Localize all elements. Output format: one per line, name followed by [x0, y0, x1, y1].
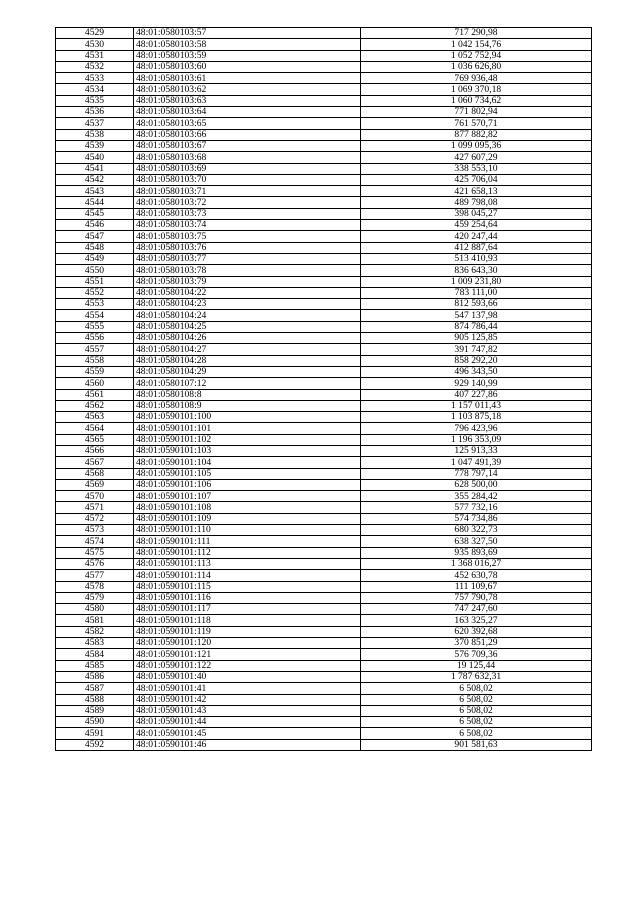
cadastral-number-cell: 48:01:0590101:46: [134, 739, 361, 750]
table-row: [56, 660, 592, 671]
cadastral-value-cell: 338 553,10: [361, 163, 592, 174]
cadastral-value-table: [55, 27, 592, 751]
cadastral-number-cell: 48:01:0580108:8: [134, 389, 361, 400]
cadastral-value-cell: 111 109,67: [361, 581, 592, 592]
cadastral-value-cell: 901 581,63: [361, 739, 592, 750]
cadastral-value-cell: 576 709,36: [361, 649, 592, 660]
cadastral-number-cell: 48:01:0580104:24: [134, 310, 361, 321]
table-row: [56, 265, 592, 276]
cadastral-value-cell: 6 508,02: [361, 694, 592, 705]
cadastral-value-cell: 1 052 752,94: [361, 50, 592, 61]
row-number-cell: 4543: [56, 186, 134, 197]
row-number-cell: 4529: [56, 28, 134, 39]
cadastral-number-cell: 48:01:0580108:9: [134, 400, 361, 411]
cadastral-value-cell: 420 247,44: [361, 231, 592, 242]
cadastral-value-cell: 1 009 231,80: [361, 276, 592, 287]
cadastral-value-cell: 877 882,82: [361, 129, 592, 140]
table-row: [56, 208, 592, 219]
cadastral-value-cell: 425 706,04: [361, 174, 592, 185]
table-row: [56, 683, 592, 694]
cadastral-number-cell: 48:01:0580103:63: [134, 95, 361, 106]
cadastral-value-cell: 1 069 370,18: [361, 84, 592, 95]
table-row: [56, 276, 592, 287]
cadastral-value-cell: 747 247,60: [361, 604, 592, 615]
table-row: [56, 355, 592, 366]
row-number-cell: 4567: [56, 457, 134, 468]
table-row: [56, 299, 592, 310]
row-number-cell: 4577: [56, 570, 134, 581]
row-number-cell: 4541: [56, 163, 134, 174]
row-number-cell: 4557: [56, 344, 134, 355]
row-number-cell: 4538: [56, 129, 134, 140]
cadastral-number-cell: 48:01:0580103:62: [134, 84, 361, 95]
cadastral-value-cell: 1 099 095,36: [361, 140, 592, 151]
table-row: [56, 491, 592, 502]
cadastral-value-cell: 638 327,50: [361, 536, 592, 547]
row-number-cell: 4580: [56, 604, 134, 615]
cadastral-number-cell: 48:01:0580103:77: [134, 253, 361, 264]
row-number-cell: 4559: [56, 366, 134, 377]
cadastral-number-cell: 48:01:0580103:57: [134, 28, 361, 39]
cadastral-number-cell: 48:01:0590101:44: [134, 717, 361, 728]
cadastral-number-cell: 48:01:0580103:72: [134, 197, 361, 208]
row-number-cell: 4585: [56, 660, 134, 671]
cadastral-number-cell: 48:01:0590101:42: [134, 694, 361, 705]
row-number-cell: 4553: [56, 299, 134, 310]
table-row: [56, 536, 592, 547]
cadastral-value-cell: 496 343,50: [361, 366, 592, 377]
cadastral-value-cell: 1 157 011,43: [361, 400, 592, 411]
table-row: [56, 231, 592, 242]
cadastral-number-cell: 48:01:0590101:103: [134, 445, 361, 456]
table-row: [56, 525, 592, 536]
cadastral-number-cell: 48:01:0590101:118: [134, 615, 361, 626]
cadastral-value-cell: 489 798,08: [361, 197, 592, 208]
cadastral-value-cell: 574 734,86: [361, 513, 592, 524]
cadastral-value-cell: 1 103 875,18: [361, 412, 592, 423]
cadastral-value-cell: 547 137,98: [361, 310, 592, 321]
row-number-cell: 4583: [56, 638, 134, 649]
table-row: [56, 604, 592, 615]
cadastral-number-cell: 48:01:0590101:102: [134, 434, 361, 445]
table-body: [56, 28, 592, 751]
cadastral-value-cell: 858 292,20: [361, 355, 592, 366]
cadastral-value-cell: 1 368 016,27: [361, 558, 592, 569]
table-row: [56, 547, 592, 558]
cadastral-value-cell: 680 322,73: [361, 525, 592, 536]
cadastral-value-cell: 513 410,93: [361, 253, 592, 264]
cadastral-number-cell: 48:01:0590101:104: [134, 457, 361, 468]
row-number-cell: 4571: [56, 502, 134, 513]
table-row: [56, 400, 592, 411]
cadastral-value-cell: 1 047 491,39: [361, 457, 592, 468]
row-number-cell: 4584: [56, 649, 134, 660]
row-number-cell: 4550: [56, 265, 134, 276]
cadastral-value-cell: 398 045,27: [361, 208, 592, 219]
row-number-cell: 4562: [56, 400, 134, 411]
cadastral-value-cell: 783 111,00: [361, 287, 592, 298]
table-row: [56, 434, 592, 445]
row-number-cell: 4579: [56, 592, 134, 603]
table-row: [56, 638, 592, 649]
row-number-cell: 4545: [56, 208, 134, 219]
cadastral-number-cell: 48:01:0590101:121: [134, 649, 361, 660]
row-number-cell: 4551: [56, 276, 134, 287]
cadastral-number-cell: 48:01:0590101:110: [134, 525, 361, 536]
table-row: [56, 694, 592, 705]
table-row: [56, 333, 592, 344]
cadastral-number-cell: 48:01:0580103:58: [134, 39, 361, 50]
row-number-cell: 4560: [56, 378, 134, 389]
row-number-cell: 4581: [56, 615, 134, 626]
row-number-cell: 4552: [56, 287, 134, 298]
row-number-cell: 4542: [56, 174, 134, 185]
table-row: [56, 39, 592, 50]
cadastral-number-cell: 48:01:0580107:12: [134, 378, 361, 389]
row-number-cell: 4532: [56, 61, 134, 72]
table-row: [56, 344, 592, 355]
row-number-cell: 4533: [56, 73, 134, 84]
table-row: [56, 140, 592, 151]
cadastral-number-cell: 48:01:0590101:100: [134, 412, 361, 423]
cadastral-value-cell: 1 036 626,80: [361, 61, 592, 72]
cadastral-number-cell: 48:01:0580104:23: [134, 299, 361, 310]
cadastral-value-cell: 929 140,99: [361, 378, 592, 389]
table-row: [56, 84, 592, 95]
cadastral-number-cell: 48:01:0580103:68: [134, 152, 361, 163]
table-row: [56, 378, 592, 389]
table-row: [56, 728, 592, 739]
cadastral-number-cell: 48:01:0580103:74: [134, 220, 361, 231]
table-row: [56, 479, 592, 490]
cadastral-number-cell: 48:01:0590101:119: [134, 626, 361, 637]
row-number-cell: 4534: [56, 84, 134, 95]
row-number-cell: 4570: [56, 491, 134, 502]
cadastral-number-cell: 48:01:0580103:61: [134, 73, 361, 84]
row-number-cell: 4565: [56, 434, 134, 445]
row-number-cell: 4564: [56, 423, 134, 434]
cadastral-number-cell: 48:01:0580103:73: [134, 208, 361, 219]
cadastral-number-cell: 48:01:0580104:27: [134, 344, 361, 355]
table-row: [56, 366, 592, 377]
cadastral-number-cell: 48:01:0590101:116: [134, 592, 361, 603]
cadastral-number-cell: 48:01:0590101:41: [134, 683, 361, 694]
cadastral-number-cell: 48:01:0590101:111: [134, 536, 361, 547]
table-row: [56, 457, 592, 468]
cadastral-number-cell: 48:01:0590101:106: [134, 479, 361, 490]
cadastral-number-cell: 48:01:0580103:75: [134, 231, 361, 242]
cadastral-number-cell: 48:01:0590101:112: [134, 547, 361, 558]
cadastral-number-cell: 48:01:0580104:29: [134, 366, 361, 377]
row-number-cell: 4535: [56, 95, 134, 106]
table-row: [56, 186, 592, 197]
cadastral-value-cell: 6 508,02: [361, 705, 592, 716]
row-number-cell: 4568: [56, 468, 134, 479]
row-number-cell: 4555: [56, 321, 134, 332]
table-row: [56, 107, 592, 118]
cadastral-value-cell: 1 196 353,09: [361, 434, 592, 445]
row-number-cell: 4554: [56, 310, 134, 321]
table-row: [56, 558, 592, 569]
cadastral-value-cell: 778 797,14: [361, 468, 592, 479]
table-row: [56, 671, 592, 682]
table-row: [56, 310, 592, 321]
row-number-cell: 4546: [56, 220, 134, 231]
cadastral-number-cell: 48:01:0590101:115: [134, 581, 361, 592]
cadastral-number-cell: 48:01:0580103:71: [134, 186, 361, 197]
table-row: [56, 389, 592, 400]
table-row: [56, 321, 592, 332]
cadastral-value-cell: 125 913,33: [361, 445, 592, 456]
cadastral-value-cell: 620 392,68: [361, 626, 592, 637]
table-row: [56, 468, 592, 479]
table-row: [56, 197, 592, 208]
cadastral-number-cell: 48:01:0580103:78: [134, 265, 361, 276]
row-number-cell: 4569: [56, 479, 134, 490]
cadastral-number-cell: 48:01:0590101:113: [134, 558, 361, 569]
cadastral-value-cell: 761 570,71: [361, 118, 592, 129]
row-number-cell: 4544: [56, 197, 134, 208]
table-row: [56, 163, 592, 174]
row-number-cell: 4589: [56, 705, 134, 716]
cadastral-value-cell: 427 607,29: [361, 152, 592, 163]
cadastral-value-cell: 1 042 154,76: [361, 39, 592, 50]
cadastral-value-cell: 757 790,78: [361, 592, 592, 603]
row-number-cell: 4587: [56, 683, 134, 694]
row-number-cell: 4588: [56, 694, 134, 705]
cadastral-number-cell: 48:01:0590101:122: [134, 660, 361, 671]
table-row: [56, 626, 592, 637]
table-row: [56, 242, 592, 253]
table-row: [56, 423, 592, 434]
row-number-cell: 4547: [56, 231, 134, 242]
table-row: [56, 28, 592, 39]
cadastral-value-cell: 6 508,02: [361, 728, 592, 739]
table-row: [56, 220, 592, 231]
cadastral-number-cell: 48:01:0580103:67: [134, 140, 361, 151]
table-row: [56, 50, 592, 61]
table-row: [56, 152, 592, 163]
cadastral-number-cell: 48:01:0590101:117: [134, 604, 361, 615]
row-number-cell: 4549: [56, 253, 134, 264]
row-number-cell: 4558: [56, 355, 134, 366]
table-row: [56, 581, 592, 592]
cadastral-number-cell: 48:01:0580104:22: [134, 287, 361, 298]
table-row: [56, 592, 592, 603]
cadastral-number-cell: 48:01:0590101:114: [134, 570, 361, 581]
row-number-cell: 4566: [56, 445, 134, 456]
cadastral-number-cell: 48:01:0580103:79: [134, 276, 361, 287]
row-number-cell: 4536: [56, 107, 134, 118]
cadastral-value-cell: 19 125,44: [361, 660, 592, 671]
table-row: [56, 705, 592, 716]
table-row: [56, 253, 592, 264]
row-number-cell: 4592: [56, 739, 134, 750]
table-row: [56, 502, 592, 513]
row-number-cell: 4561: [56, 389, 134, 400]
cadastral-value-cell: 1 787 632,31: [361, 671, 592, 682]
cadastral-number-cell: 48:01:0590101:101: [134, 423, 361, 434]
cadastral-value-cell: 836 643,30: [361, 265, 592, 276]
cadastral-number-cell: 48:01:0590101:108: [134, 502, 361, 513]
table-row: [56, 412, 592, 423]
row-number-cell: 4540: [56, 152, 134, 163]
cadastral-value-cell: 6 508,02: [361, 717, 592, 728]
row-number-cell: 4586: [56, 671, 134, 682]
table-row: [56, 61, 592, 72]
row-number-cell: 4572: [56, 513, 134, 524]
cadastral-value-cell: 391 747,82: [361, 344, 592, 355]
cadastral-value-cell: 452 630,78: [361, 570, 592, 581]
row-number-cell: 4556: [56, 333, 134, 344]
cadastral-number-cell: 48:01:0580103:69: [134, 163, 361, 174]
row-number-cell: 4591: [56, 728, 134, 739]
cadastral-number-cell: 48:01:0580103:66: [134, 129, 361, 140]
row-number-cell: 4582: [56, 626, 134, 637]
table-row: [56, 118, 592, 129]
table-row: [56, 129, 592, 140]
cadastral-value-cell: 370 851,29: [361, 638, 592, 649]
cadastral-value-cell: 459 254,64: [361, 220, 592, 231]
cadastral-number-cell: 48:01:0590101:109: [134, 513, 361, 524]
cadastral-value-cell: 163 325,27: [361, 615, 592, 626]
cadastral-number-cell: 48:01:0580104:26: [134, 333, 361, 344]
cadastral-number-cell: 48:01:0590101:45: [134, 728, 361, 739]
cadastral-value-cell: 812 593,66: [361, 299, 592, 310]
table-row: [56, 174, 592, 185]
cadastral-number-cell: 48:01:0580104:25: [134, 321, 361, 332]
table-row: [56, 73, 592, 84]
cadastral-value-cell: 421 658,13: [361, 186, 592, 197]
cadastral-number-cell: 48:01:0580103:76: [134, 242, 361, 253]
cadastral-value-cell: 628 500,00: [361, 479, 592, 490]
row-number-cell: 4548: [56, 242, 134, 253]
table-row: [56, 570, 592, 581]
cadastral-number-cell: 48:01:0580103:70: [134, 174, 361, 185]
table-row: [56, 649, 592, 660]
cadastral-value-cell: 355 284,42: [361, 491, 592, 502]
cadastral-number-cell: 48:01:0580103:60: [134, 61, 361, 72]
row-number-cell: 4574: [56, 536, 134, 547]
cadastral-value-cell: 6 508,02: [361, 683, 592, 694]
cadastral-value-cell: 769 936,48: [361, 73, 592, 84]
cadastral-number-cell: 48:01:0590101:40: [134, 671, 361, 682]
cadastral-value-cell: 407 227,86: [361, 389, 592, 400]
table-row: [56, 739, 592, 750]
cadastral-value-cell: 874 786,44: [361, 321, 592, 332]
cadastral-number-cell: 48:01:0580103:64: [134, 107, 361, 118]
cadastral-value-cell: 935 893,69: [361, 547, 592, 558]
cadastral-value-cell: 796 423,96: [361, 423, 592, 434]
cadastral-value-cell: 771 802,94: [361, 107, 592, 118]
row-number-cell: 4563: [56, 412, 134, 423]
row-number-cell: 4539: [56, 140, 134, 151]
cadastral-number-cell: 48:01:0580104:28: [134, 355, 361, 366]
cadastral-number-cell: 48:01:0590101:120: [134, 638, 361, 649]
row-number-cell: 4578: [56, 581, 134, 592]
row-number-cell: 4590: [56, 717, 134, 728]
row-number-cell: 4576: [56, 558, 134, 569]
cadastral-value-cell: 412 887,64: [361, 242, 592, 253]
cadastral-number-cell: 48:01:0590101:43: [134, 705, 361, 716]
cadastral-number-cell: 48:01:0580103:59: [134, 50, 361, 61]
cadastral-value-cell: 905 125,85: [361, 333, 592, 344]
row-number-cell: 4573: [56, 525, 134, 536]
cadastral-number-cell: 48:01:0590101:105: [134, 468, 361, 479]
cadastral-value-cell: 1 060 734,62: [361, 95, 592, 106]
row-number-cell: 4531: [56, 50, 134, 61]
cadastral-number-cell: 48:01:0590101:107: [134, 491, 361, 502]
cadastral-value-cell: 717 290,98: [361, 28, 592, 39]
table-row: [56, 717, 592, 728]
table-row: [56, 95, 592, 106]
row-number-cell: 4537: [56, 118, 134, 129]
table-row: [56, 615, 592, 626]
table-row: [56, 513, 592, 524]
cadastral-number-cell: 48:01:0580103:65: [134, 118, 361, 129]
table-row: [56, 287, 592, 298]
row-number-cell: 4530: [56, 39, 134, 50]
cadastral-value-cell: 577 732,16: [361, 502, 592, 513]
table-row: [56, 445, 592, 456]
row-number-cell: 4575: [56, 547, 134, 558]
